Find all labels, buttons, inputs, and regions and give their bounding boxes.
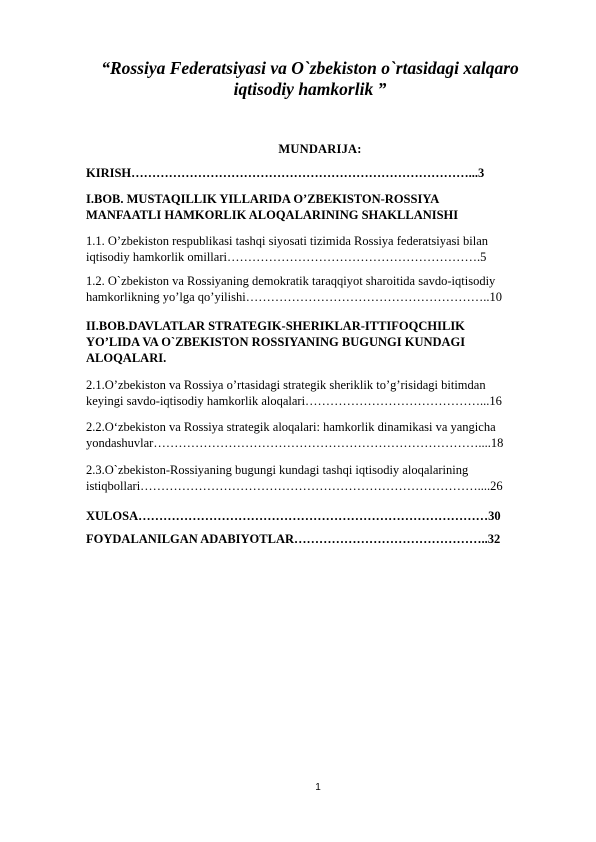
toc-entry-xulosa [86, 508, 552, 524]
toc-chapter2-line-3: ALOQALARI. [86, 351, 167, 365]
toc-entry-section-1-2 [86, 273, 552, 305]
title-line-2: iqtisodiy hamkorlik ” [233, 79, 387, 99]
toc-chapter1-line-1: I.BOB. MUSTAQILLIK YILLARIDA O’ZBEKISTON-ROSSIYA [86, 192, 440, 206]
toc-s21-line-2: keyingi savdo-iqtisodiy hamkorlik aloqalari……………………………………...16 [86, 394, 502, 408]
toc-entry-adabiyotlar [86, 531, 552, 547]
toc-chapter2-line-1: II.BOB.DAVLATLAR STRATEGIK-SHERIKLAR-ITTIFOQCHILIK [86, 319, 465, 333]
toc-s11-line-1: 1.1. O’zbekiston respublikasi tashqi siyosati tizimida Rossiya federatsiyasi bilan [86, 234, 489, 248]
toc-entry-section-2-1 [86, 377, 552, 409]
toc-chapter2-line-2: YO’LIDA VA O`ZBEKISTON ROSSIYANING BUGUNGI KUNDAGI [86, 335, 466, 349]
toc-entry-section-1-1 [86, 233, 552, 265]
toc-s12-line-1: 1.2. O`zbekiston va Rossiyaning demokratik taraqqiyot sharoitida savdo-iqtisodiy [86, 274, 496, 288]
toc-s12-line-2: hamkorlikning yo’lga qo’yilishi…………………………………………………..10 [86, 290, 502, 304]
toc-entry-section-2-2 [86, 419, 552, 451]
toc-entry-chapter-2 [86, 318, 552, 366]
toc-s22-line-2: yondashuvlar……………………………………………………………………....18 [86, 436, 504, 450]
toc-s23-line-2: istiqbollari………………………………………………………………………....26 [86, 479, 503, 493]
toc-s21-line-1: 2.1.O’zbekiston va Rossiya o’rtasidagi strategik sheriklik to’g’risidagi bitimdan [86, 378, 486, 392]
toc-chapter1-line-2: MANFAATLI HAMKORLIK ALOQALARINING SHAKLLANISHI [86, 208, 459, 222]
document-title [60, 58, 560, 100]
toc-kirish-text: KIRISH………………………………………………………………………...3 [86, 166, 485, 180]
toc-entry-kirish [86, 165, 552, 181]
toc-entry-section-2-3 [86, 462, 552, 494]
contents-heading: MUNDARIJA: [278, 142, 362, 156]
title-line-1: “Rossiya Federatsiyasi va O`zbekiston o`rtasidagi xalqaro [101, 58, 519, 78]
page-number: 1 [315, 782, 321, 793]
toc-adabiyotlar-text: FOYDALANILGAN ADABIYOTLAR………………………………………..32 [86, 532, 501, 546]
toc-entry-chapter-1 [86, 191, 552, 223]
toc-s11-line-2: iqtisodiy hamkorlik omillari…………………………………………………….5 [86, 250, 487, 264]
toc-xulosa-text: XULOSA…………………………………………………………………………30 [86, 509, 501, 523]
toc-s22-line-1: 2.2.Oʻzbekiston va Rossiya strategik aloqalari: hamkorlik dinamikasi va yangicha [86, 420, 496, 434]
toc-s23-line-1: 2.3.O`zbekiston-Rossiyaning bugungi kundagi tashqi iqtisodiy aloqalarining [86, 463, 469, 477]
